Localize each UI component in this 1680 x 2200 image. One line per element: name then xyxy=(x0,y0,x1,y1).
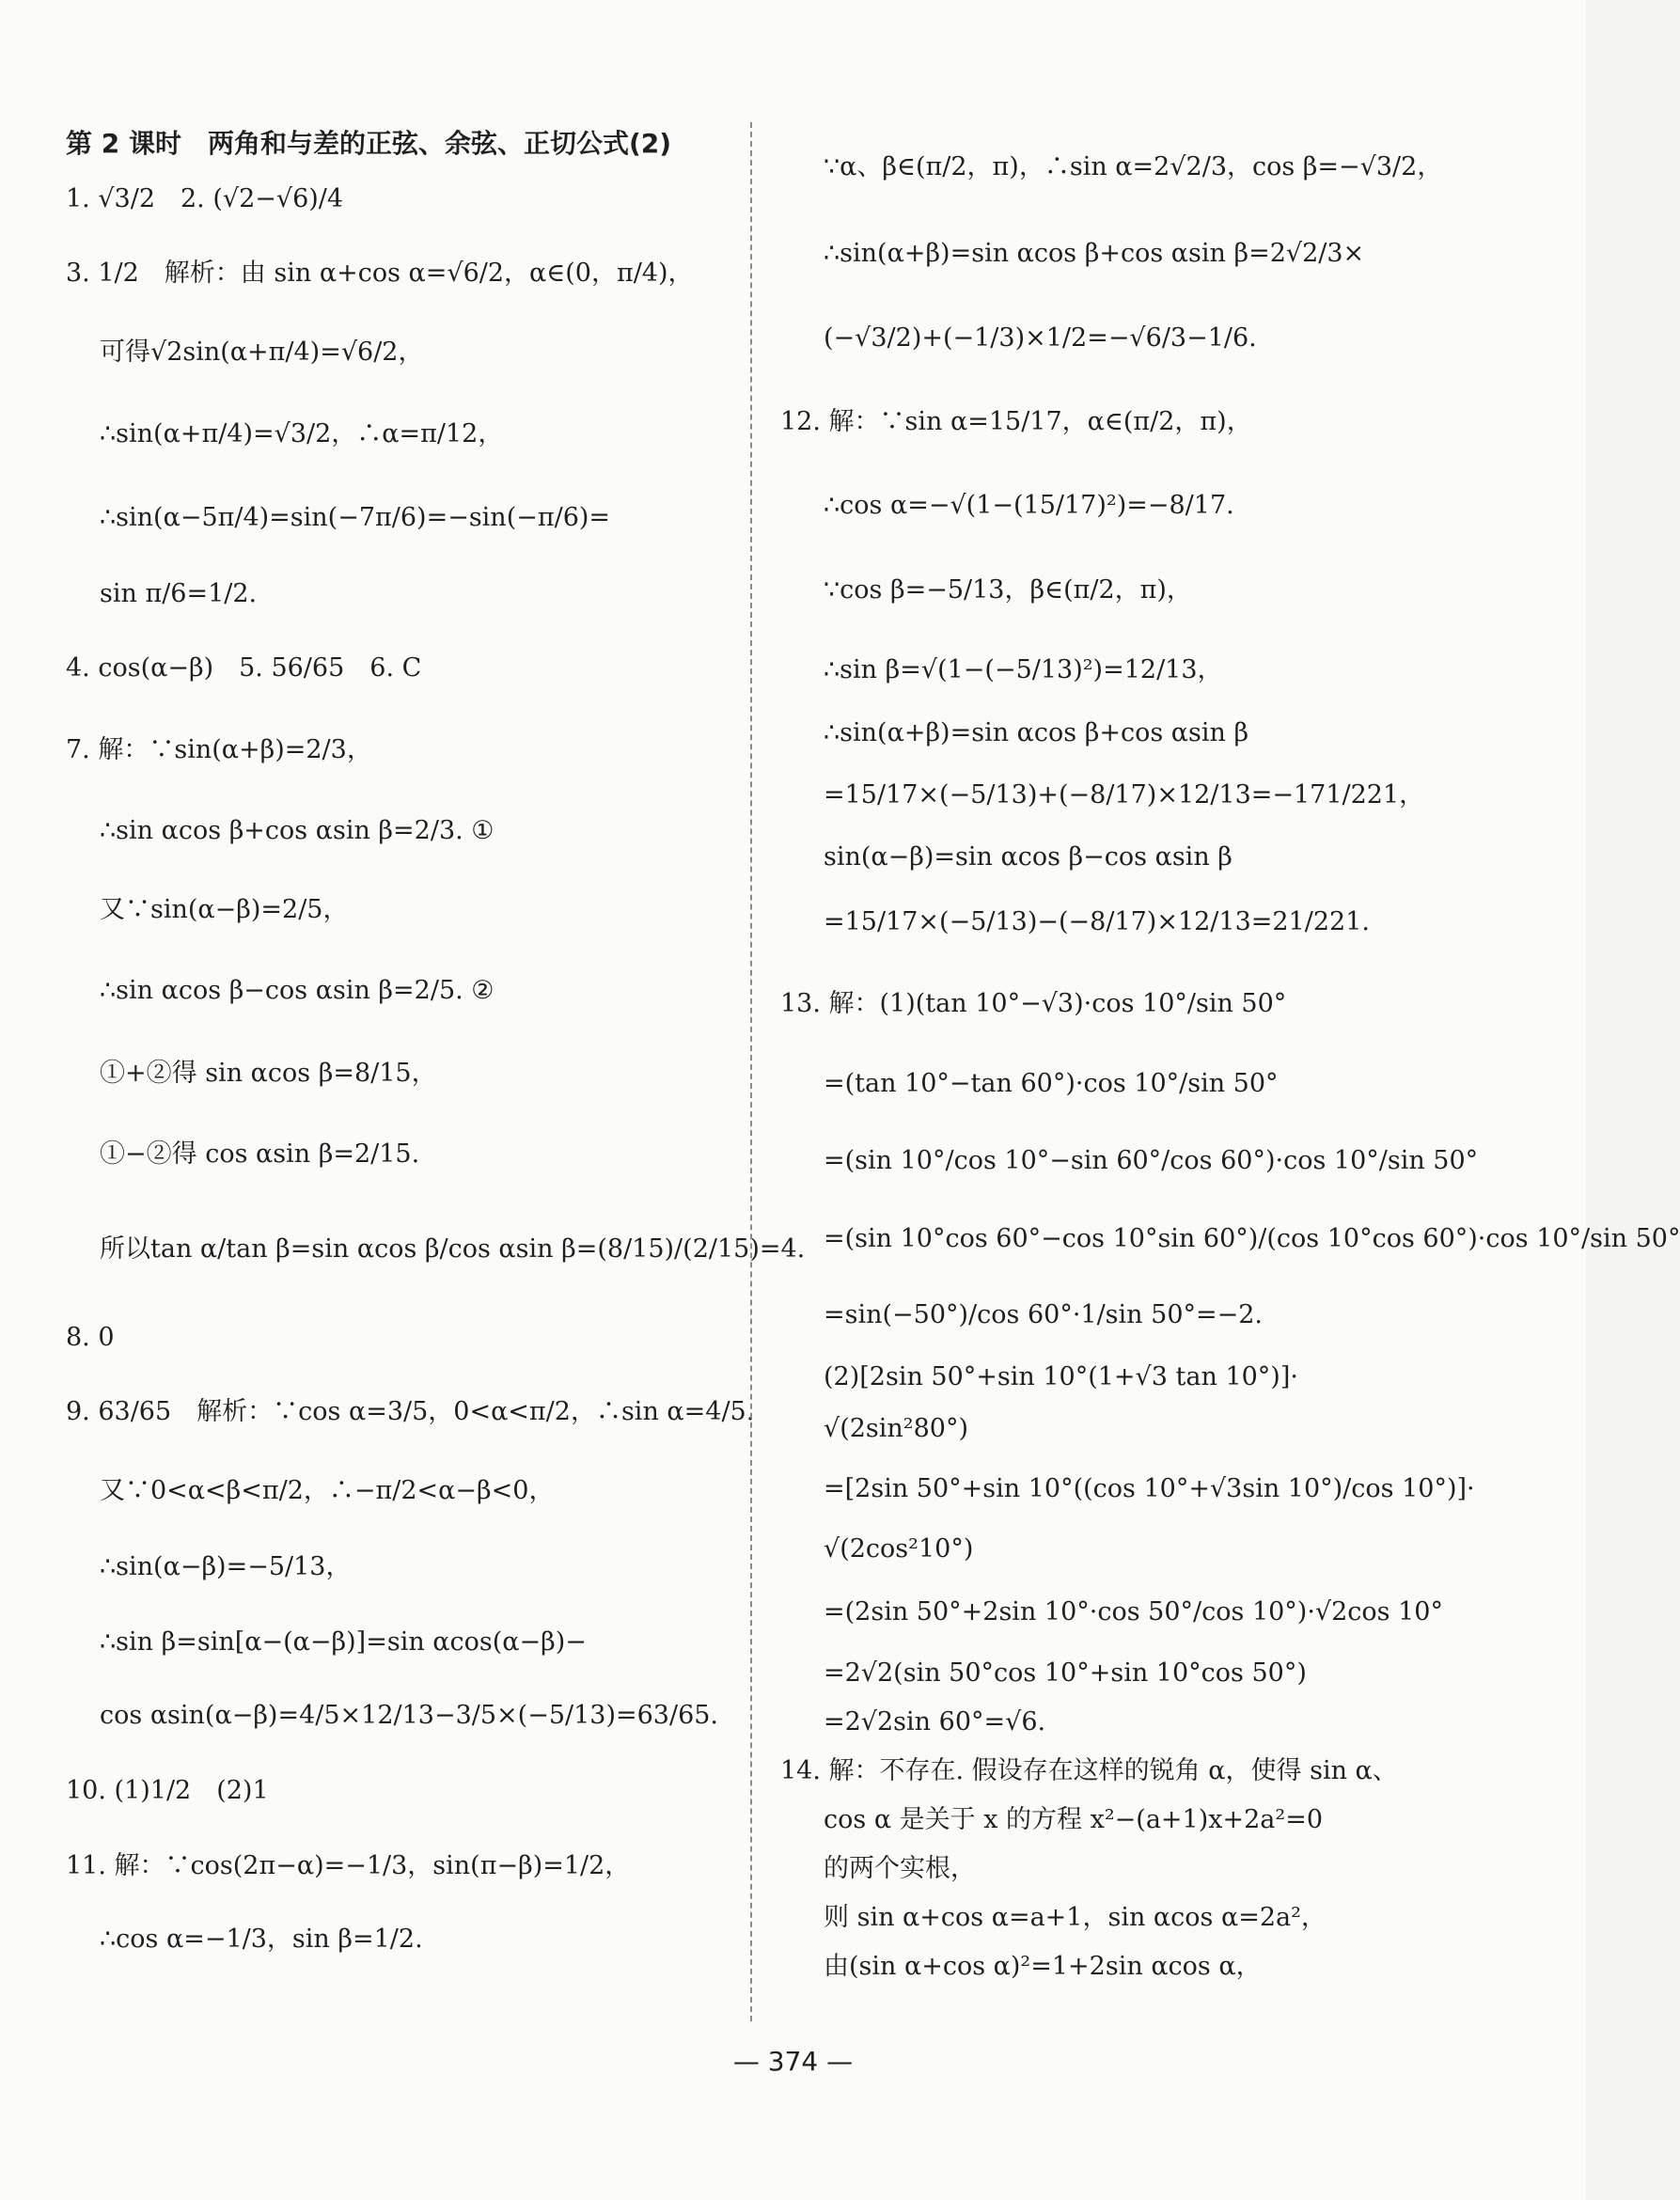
answer-line: 8. 0 xyxy=(66,1323,115,1353)
answer-line: ∴sin(α+β)=sin αcos β+cos αsin β xyxy=(824,718,1249,748)
answer-line: ∵cos β=−5/13，β∈(π/2，π)， xyxy=(824,575,1192,605)
answer-line: =15/17×(−5/13)+(−8/17)×12/13=−171/221， xyxy=(824,780,1425,810)
answer-line: 可得√2sin(α+π/4)=√6/2， xyxy=(100,338,424,368)
column-divider xyxy=(750,122,752,2021)
answer-line: =(tan 10°−tan 60°)·cos 10°/sin 50° xyxy=(824,1069,1279,1099)
answer-line: 10. (1)1/2 (2)1 xyxy=(66,1776,269,1806)
answer-line: 7. 解：∵sin(α+β)=2/3， xyxy=(66,735,372,765)
answer-line: 由(sin α+cos α)²=1+2sin αcos α， xyxy=(824,1952,1262,1982)
answer-line: ∴sin(α+π/4)=√3/2，∴α=π/12， xyxy=(100,419,504,449)
answer-line: 3. 1/2 解析：由 sin α+cos α=√6/2，α∈(0，π/4)， xyxy=(66,259,694,289)
answer-line: ∵α、β∈(π/2，π)，∴sin α=2√2/3，cos β=−√3/2， xyxy=(824,152,1443,182)
left-column xyxy=(66,122,806,1976)
answer-line: =sin(−50°)/cos 60°·1/sin 50°=−2. xyxy=(824,1300,1264,1330)
answer-line: ∴sin β=√(1−(−5/13)²)=12/13， xyxy=(824,655,1223,685)
section-title: 第 2 课时 两角和与差的正弦、余弦、正切公式(2) xyxy=(66,127,672,159)
answer-line: sin π/6=1/2. xyxy=(100,579,258,609)
answer-line: 13. 解：(1)(tan 10°−√3)·cos 10°/sin 50° xyxy=(780,989,1287,1019)
answer-line: ∴sin β=sin[α−(α−β)]=sin αcos(α−β)− xyxy=(100,1627,587,1658)
answer-line: =(sin 10°/cos 10°−sin 60°/cos 60°)·cos 10°/sin 50° xyxy=(824,1146,1479,1176)
answer-line: ①−②得 cos αsin β=2/15. xyxy=(100,1139,420,1170)
answer-line: 所以tan α/tan β=sin αcos β/cos αsin β=(8/15)/(2/15)=4. xyxy=(100,1234,806,1265)
answer-line: ∴cos α=−1/3，sin β=1/2. xyxy=(100,1925,423,1955)
answer-line: 9. 63/65 解析：∵cos α=3/5，0<α<π/2，∴sin α=4/5. xyxy=(66,1397,755,1427)
answer-line: (2)[2sin 50°+sin 10°(1+√3 tan 10°)]· xyxy=(824,1362,1298,1392)
answer-line: ∴sin(α+β)=sin αcos β+cos αsin β=2√2/3× xyxy=(824,239,1365,269)
answer-line: ∴sin αcos β+cos αsin β=2/3. ① xyxy=(100,816,495,846)
answer-line: 则 sin α+cos α=a+1，sin αcos α=2a²， xyxy=(824,1903,1327,1933)
answer-line: sin(α−β)=sin αcos β−cos αsin β xyxy=(824,842,1233,872)
answer-line: ①+②得 sin αcos β=8/15， xyxy=(100,1059,437,1089)
answer-line: 又∵sin(α−β)=2/5， xyxy=(100,895,349,925)
answer-line: 又∵0<α<β<π/2，∴−π/2<α−β<0， xyxy=(100,1476,555,1506)
answer-line: ∴sin(α−β)=−5/13， xyxy=(100,1552,352,1582)
answer-line: =(sin 10°cos 60°−cos 10°sin 60°)/(cos 10°cos 60°)·cos 10°/sin 50° xyxy=(824,1224,1680,1254)
answer-line: cos α 是关于 x 的方程 x²−(a+1)x+2a²=0 xyxy=(824,1805,1323,1835)
answer-line: 1. √3/2 2. (√2−√6)/4 xyxy=(66,184,344,214)
answer-line: 的两个实根， xyxy=(824,1854,976,1884)
answer-line: =15/17×(−5/13)−(−8/17)×12/13=21/221. xyxy=(824,907,1370,937)
answer-line: ∴cos α=−√(1−(15/17)²)=−8/17. xyxy=(824,491,1234,521)
answer-line: ∴sin αcos β−cos αsin β=2/5. ② xyxy=(100,976,495,1006)
right-column xyxy=(780,122,1680,1991)
answer-line: 4. cos(α−β) 5. 56/65 6. C xyxy=(66,653,422,684)
answer-line: cos αsin(α−β)=4/5×12/13−3/5×(−5/13)=63/65. xyxy=(100,1701,719,1731)
answer-line: 14. 解：不存在. 假设存在这样的锐角 α，使得 sin α、 xyxy=(780,1756,1398,1786)
answer-line: √(2cos²10°) xyxy=(824,1534,974,1564)
answer-line: =2√2sin 60°=√6. xyxy=(824,1707,1046,1737)
page-number: — 374 — xyxy=(732,2046,854,2077)
answer-line: 12. 解：∵sin α=15/17，α∈(π/2，π)， xyxy=(780,407,1252,437)
answer-line: √(2sin²80°) xyxy=(824,1414,969,1444)
answer-line: 11. 解：∵cos(2π−α)=−1/3，sin(π−β)=1/2， xyxy=(66,1851,631,1881)
answer-line: ∴sin(α−5π/4)=sin(−7π/6)=−sin(−π/6)= xyxy=(100,503,611,533)
answer-line: =2√2(sin 50°cos 10°+sin 10°cos 50°) xyxy=(824,1658,1307,1689)
answer-line: =[2sin 50°+sin 10°((cos 10°+√3sin 10°)/cos 10°)]· xyxy=(824,1474,1475,1504)
answer-line: (−√3/2)+(−1/3)×1/2=−√6/3−1/6. xyxy=(824,323,1257,354)
answer-line: =(2sin 50°+2sin 10°·cos 50°/cos 10°)·√2cos 10° xyxy=(824,1597,1443,1627)
